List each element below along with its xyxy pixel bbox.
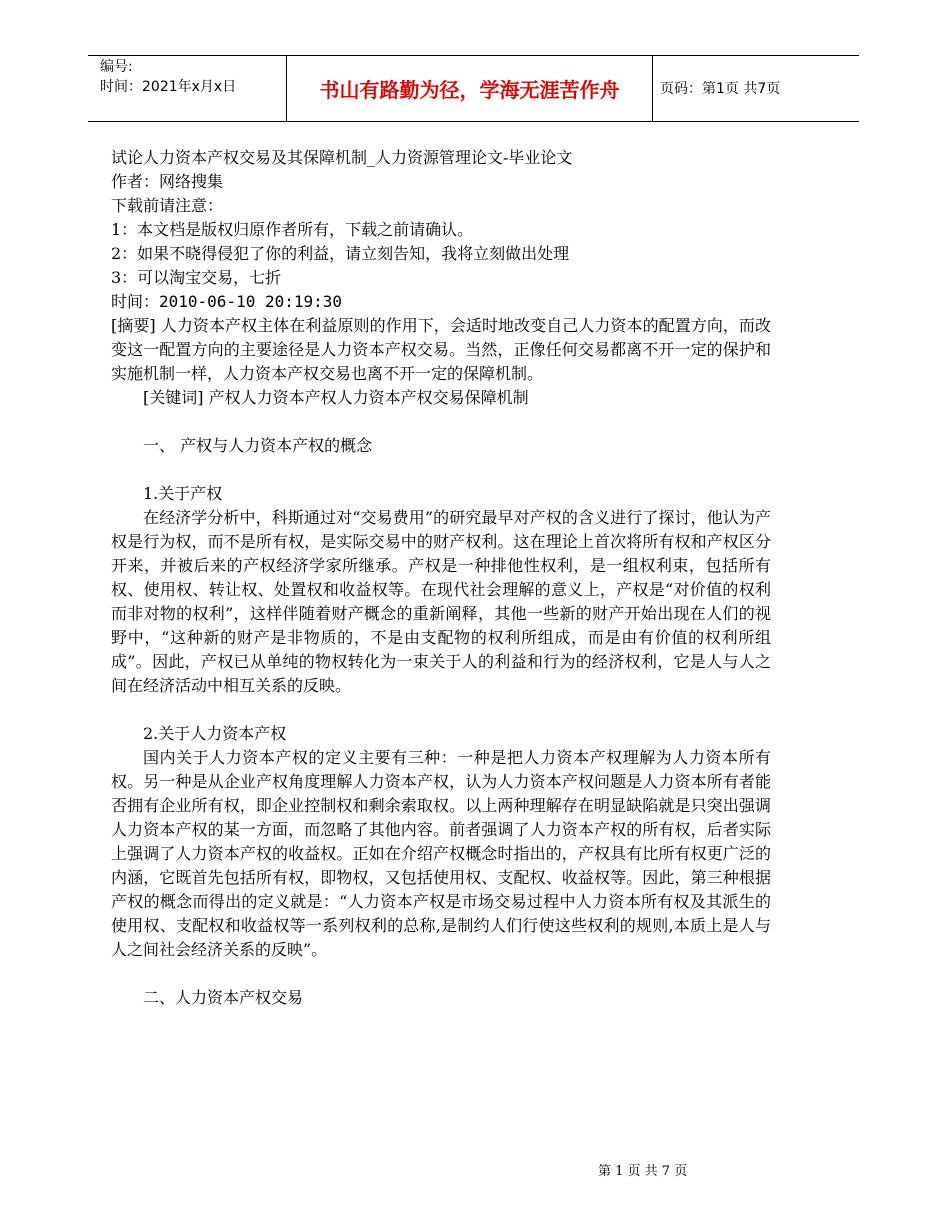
keywords: [关键词] 产权人力资本产权人力资本产权交易保障机制 <box>143 388 529 407</box>
header-bottom-rule <box>88 121 859 122</box>
document-meta <box>111 146 771 314</box>
section-heading-2: 二、人力资本产权交易 <box>143 988 304 1007</box>
header-meta <box>100 57 236 97</box>
header-number-label: 编号: <box>100 59 133 75</box>
header-motto: 书山有路勤为径，学海无涯苦作舟 <box>319 77 620 102</box>
paragraph-human-capital-rights: 国内关于人力资本产权的定义主要有三种：一种是把人力资本产权理解为人力资本所有权。另一种是从企业产权角度理解人力资本产权，认为人力资本产权问题是人力资本所有者能否拥有企业所有权，即企业控制权和剩余索取权。以上两种理解存在明显缺陷就是只突出强调人力资本产权的某一方面，而忽略了其他内容。前者强调了人力资本产权的所有权，后者实际上强调了人力资本产权的收益权。正如在介绍产权概念时指出的，产权具有比所有权更广泛的内涵，它既首先包括所有权，即物权，又包括使用权、支配权、收益权等。因此，第三种根据产权的概念而得出的定义就是：“人力资本产权是市场交易过程中人力资本所有权及其派生的使用权、支配权和收益权等一系列权利的总称,是制约人们行使这些权利的规则,本质上是人与人之间社会经济关系的反映”。 <box>111 748 771 959</box>
notice-item-1: 1：本文档是版权归原作者所有，下载之前请确认。 <box>111 220 474 239</box>
document-body <box>111 146 771 1010</box>
document-time: 时间：2010-06-10 20:19:30 <box>111 292 343 311</box>
subsection-heading-1: 1.关于产权 <box>143 484 223 503</box>
notice-heading: 下载前请注意： <box>111 196 224 215</box>
abstract: [摘要] 人力资本产权主体在利益原则的作用下，会适时地改变自己人力资本的配置方向，而改变这一配置方向的主要途径是人力资本产权交易。当然，正像任何交易都离不开一定的保护和实施机制一样，人力资本产权交易也离不开一定的保障机制。 <box>111 316 771 383</box>
header-divider-right <box>652 55 653 121</box>
notice-item-3: 3：可以淘宝交易，七折 <box>111 268 282 287</box>
document-author: 作者：网络搜集 <box>111 172 224 191</box>
document-title: 试论人力资本产权交易及其保障机制_人力资源管理论文-毕业论文 <box>111 148 573 167</box>
paragraph-property-rights: 在经济学分析中，科斯通过对“交易费用”的研究最早对产权的含义进行了探讨，他认为产权是行为权，而不是所有权，是实际交易中的财产权利。这在理论上首次将所有权和产权区分开来，并被后来的产权经济学家所继承。产权是一种排他性权利，是一组权利束，包括所有权、使用权、转让权、处置权和收益权等。在现代社会理解的意义上，产权是“对价值的权利而非对物的权利”，这样伴随着财产概念的重新阐释，其他一些新的财产开始出现在人们的视野中，“这种新的财产是非物质的，不是由支配物的权利所组成，而是由有价值的权利所组成”。因此，产权已从单纯的物权转化为一束关于人的利益和行为的经济权利，它是人与人之间在经济活动中相互关系的反映。 <box>111 508 771 695</box>
subsection-heading-2: 2.关于人力资本产权 <box>143 724 287 743</box>
header-page-info: 页码：第1页 共7页 <box>660 81 781 97</box>
page-footer: 第 1 页 共 7 页 <box>598 1164 688 1179</box>
header-time-label: 时间：2021年x月x日 <box>100 79 237 95</box>
notice-item-2: 2：如果不晓得侵犯了你的利益，请立刻告知，我将立刻做出处理 <box>111 244 570 263</box>
section-heading-1: 一、 产权与人力资本产权的概念 <box>143 436 373 455</box>
